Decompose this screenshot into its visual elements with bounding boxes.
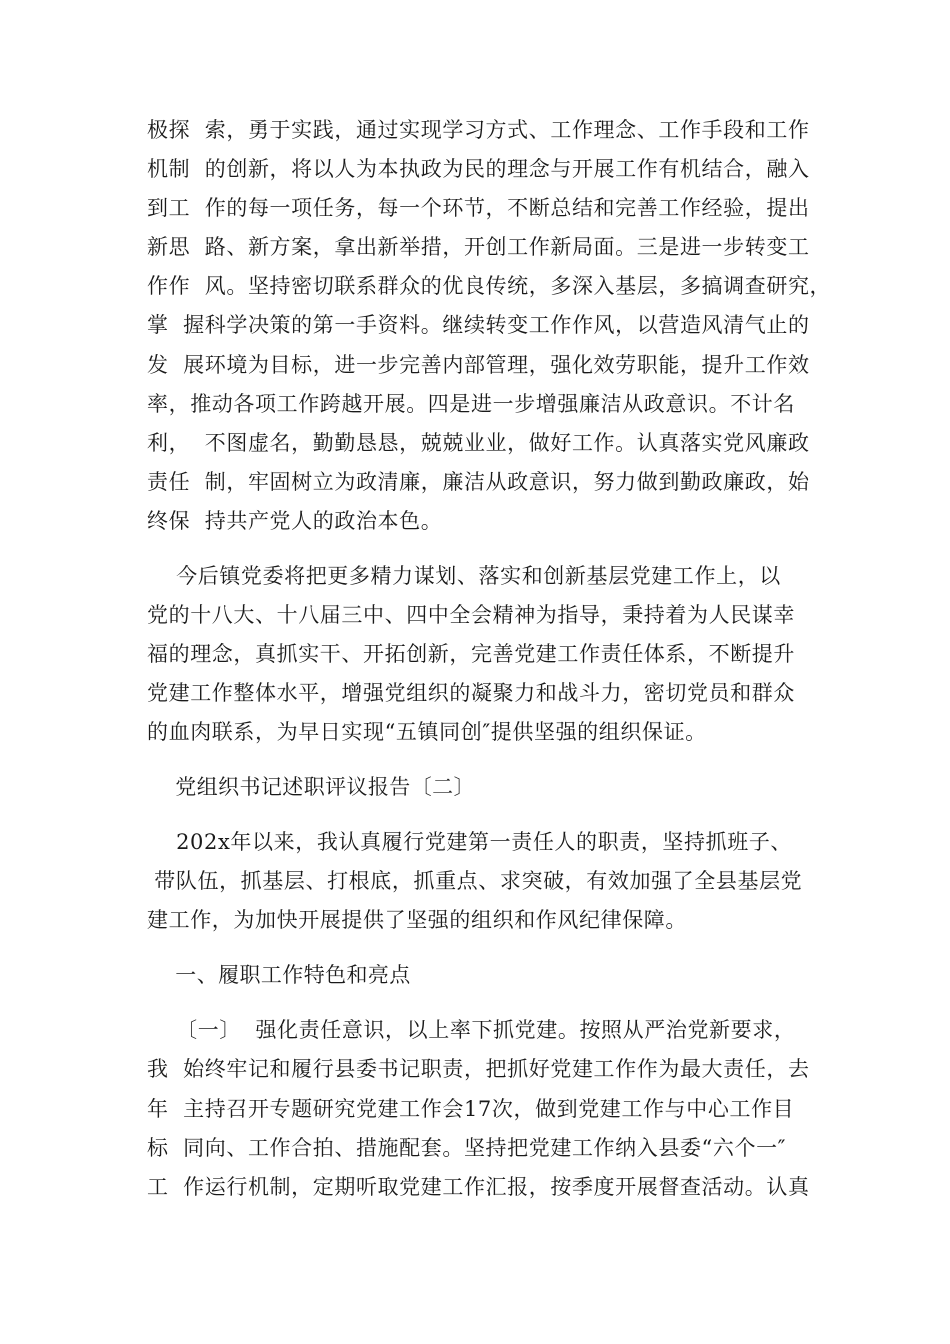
text-line: 作作 风。坚持密切联系群众的优良传统，多深入基层，多搞调查研究， — [147, 274, 832, 298]
text-line: 福的理念，真抓实干、开拓创新，完善党建工作责任体系，不断提升 — [147, 642, 795, 666]
heading-text: 一、履职工作特色和亮点 — [147, 963, 411, 987]
text-line: 带队伍，抓基层、打根底，抓重点、求突破，有效加强了全县基层党 — [147, 869, 803, 893]
text-line: 202x年以来，我认真履行党建第一责任人的职责，坚持抓班子、 — [147, 830, 793, 854]
text-line: 党的十八大、十八届三中、四中全会精神为指导，秉持着为人民谋幸 — [147, 603, 795, 627]
text-line: 责任 制，牢固树立为政清廉，廉洁从政意识，努力做到勤政廉政，始 — [147, 470, 810, 494]
text-line: 的血肉联系，为早日实现“五镇同创″提供坚强的组织保证。 — [147, 720, 707, 744]
text-line: 〔一〕 强化责任意识，以上率下抓党建。按照从严治党新要求， — [147, 1018, 796, 1042]
text-line: 我 始终牢记和履行县委书记职责，把抓好党建工作作为最大责任，去 — [147, 1057, 810, 1081]
text-line: 发 展环境为目标，进一步完善内部管理，强化效劳职能，提升工作效 — [147, 353, 810, 377]
text-line: 党建工作整体水平，增强党组织的凝聚力和战斗力，密切党员和群众 — [147, 681, 795, 705]
text-line: 率，推动各项工作跨越开展。四是进一步增强廉洁从政意识。不计名 — [147, 392, 795, 416]
text-line: 到工 作的每一项任务，每一个环节，不断总结和完善工作经验，提出 — [147, 196, 810, 220]
text-line: 极探 索，勇于实践，通过实现学习方式、工作理念、工作手段和工作 — [147, 118, 810, 142]
text-line: 年 主持召开专题研究党建工作会17次，做到党建工作与中心工作目 — [147, 1097, 795, 1121]
text-line: 利， 不图虚名，勤勤恳恳，兢兢业业，做好工作。认真落实党风廉政 — [147, 431, 810, 455]
heading-text: 党组织书记述职评议报告〔二〕 — [147, 775, 475, 799]
text-line: 掌 握科学决策的第一手资料。继续转变工作作风，以营造风清气止的 — [147, 313, 810, 337]
text-line: 建工作，为加快开展提供了坚强的组织和作风纪律保障。 — [147, 908, 687, 932]
text-line: 机制 的创新，将以人为本执政为民的理念与开展工作有机结合，融入 — [147, 157, 810, 181]
text-line: 标 同向、工作合拍、措施配套。坚持把党建工作纳入县委“六个一″ — [147, 1136, 787, 1160]
text-line: 新思 路、新方案，拿出新举措，开创工作新局面。三是进一步转变工 — [147, 235, 810, 259]
text-line: 工 作运行机制，定期听取党建工作汇报，按季度开展督查活动。认真 — [147, 1175, 810, 1199]
text-line: 今后镇党委将把更多精力谋划、落实和创新基层党建工作上，以 — [147, 564, 781, 588]
text-line: 终保 持共产党人的政治本色。 — [147, 509, 443, 533]
